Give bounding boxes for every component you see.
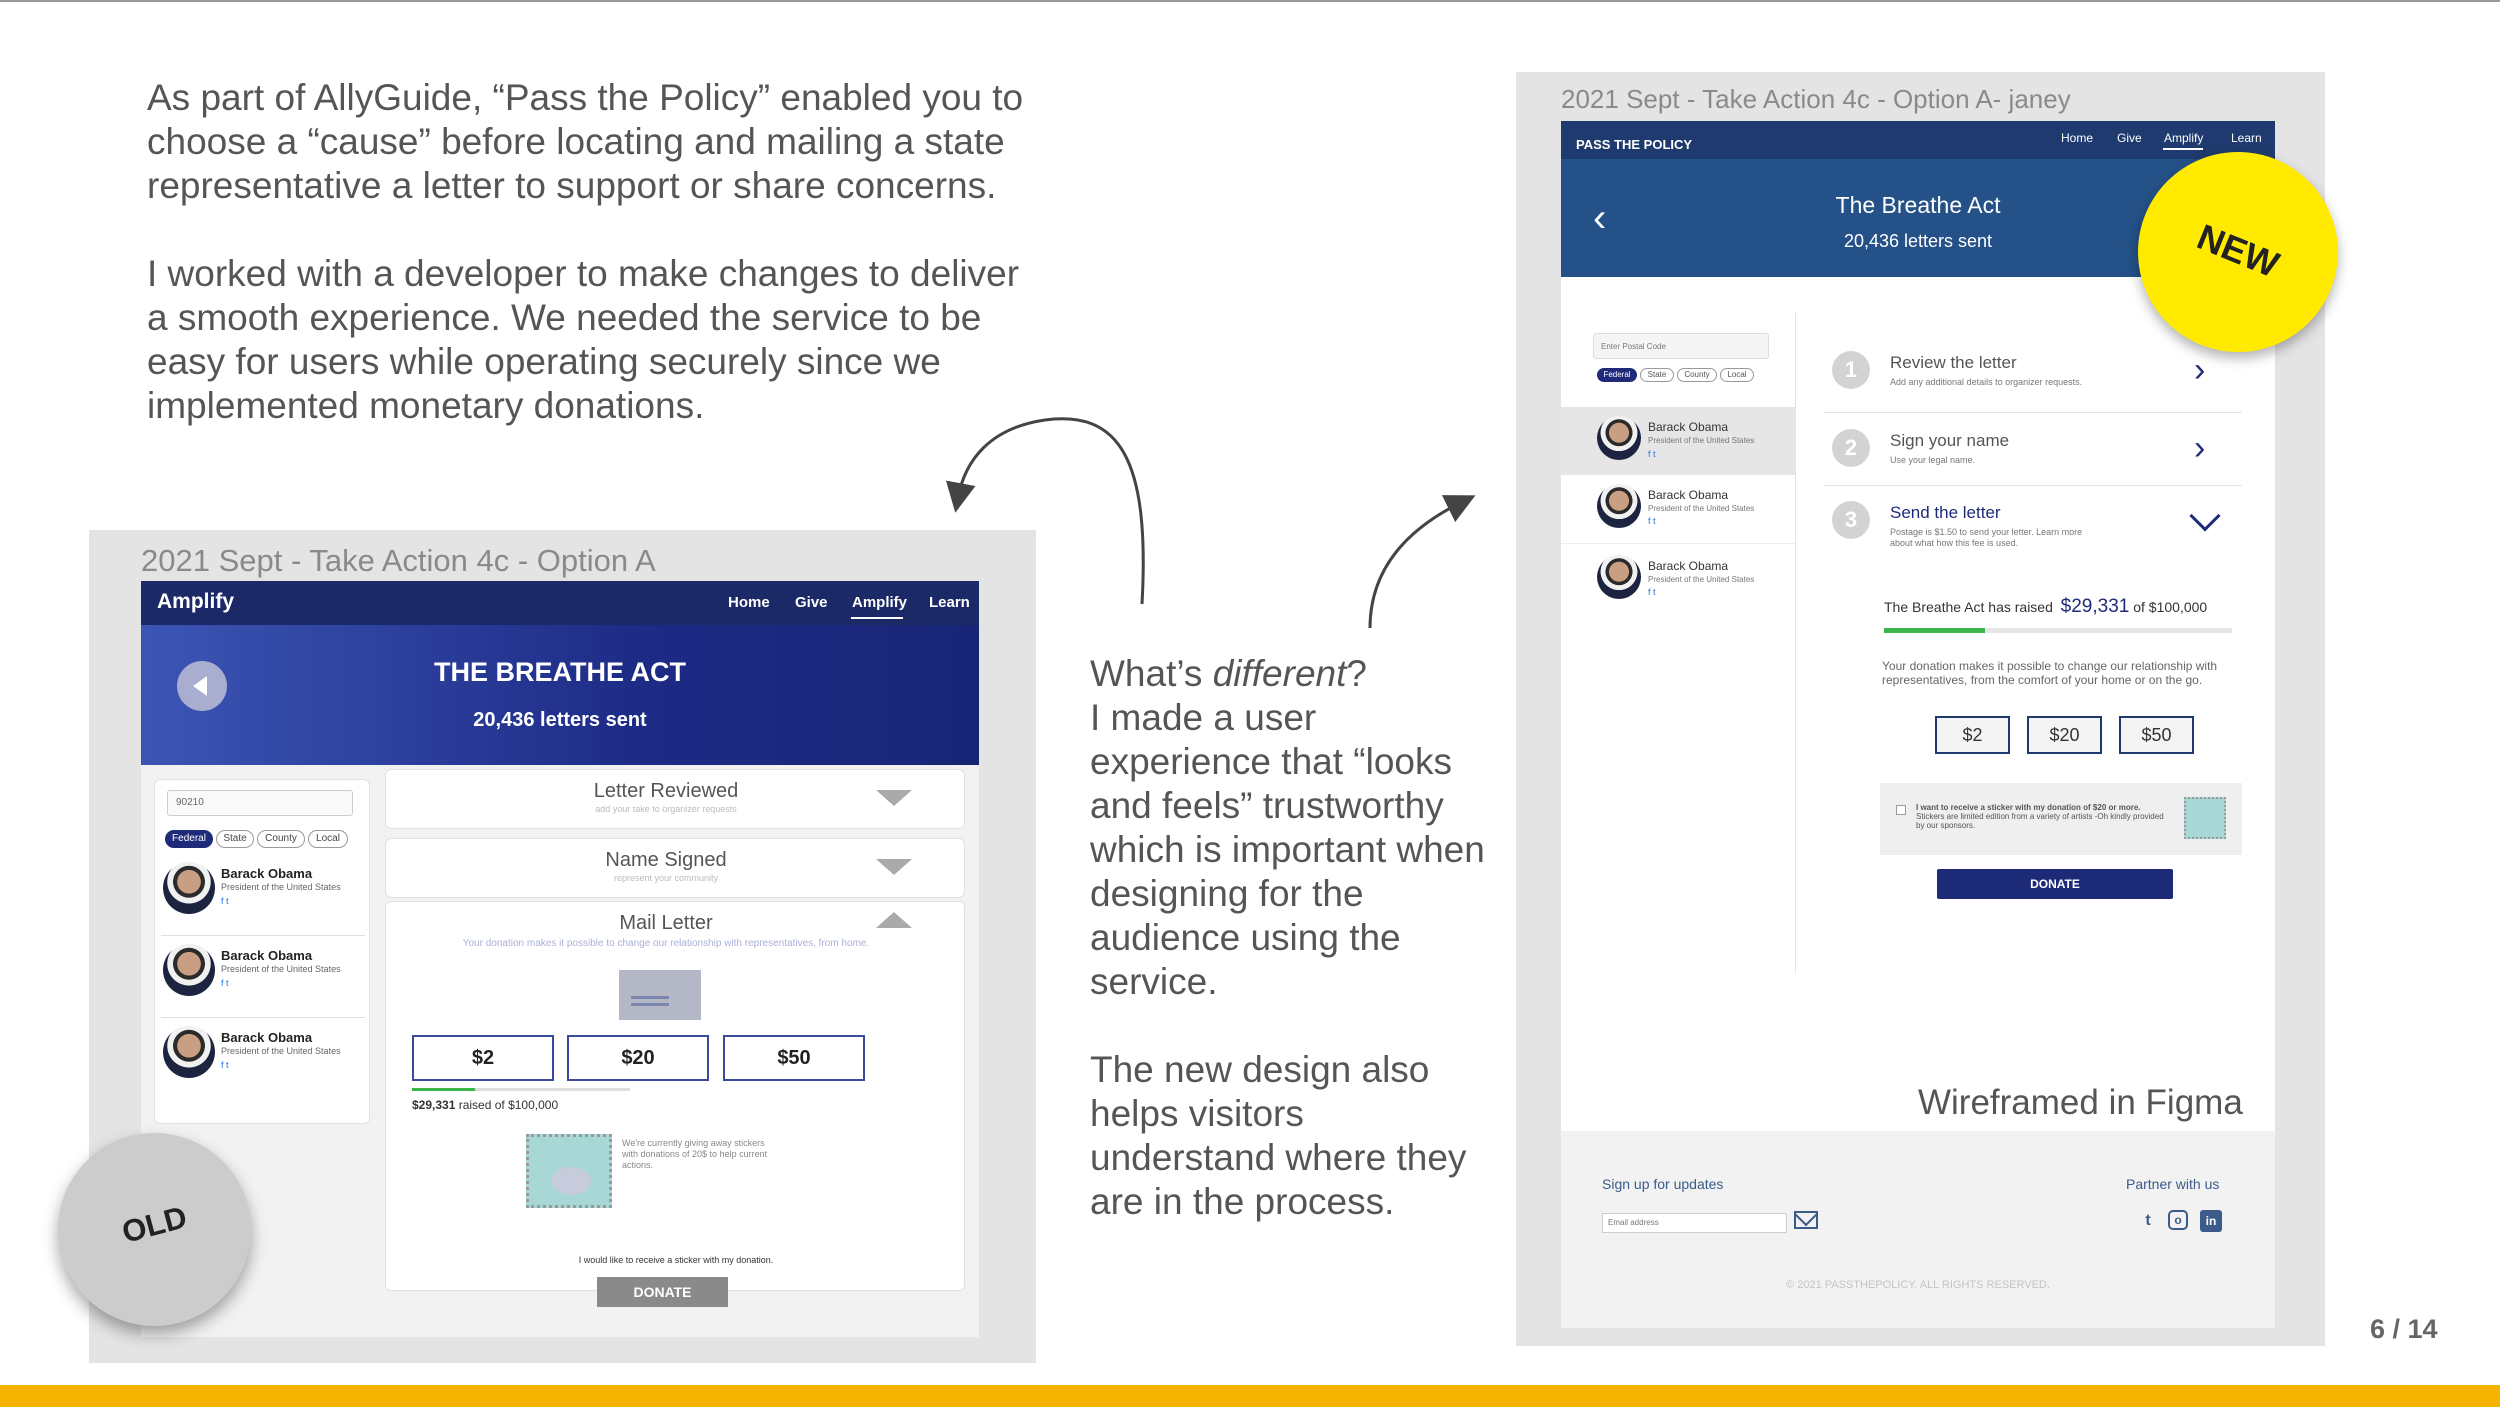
step-title: Sign your name: [1890, 431, 2010, 450]
page-number: 6 / 14: [2370, 1314, 2438, 1344]
new-rep-item[interactable]: [1561, 549, 1795, 617]
whale-shape: [551, 1167, 591, 1195]
chevron-down-icon[interactable]: [2189, 500, 2220, 531]
old-step-name-signed[interactable]: [385, 838, 965, 898]
social-icons: f t: [221, 896, 229, 906]
step-description: Use your legal name.: [1890, 455, 1976, 465]
step-number: 1: [1832, 351, 1870, 389]
new-raised-suffix: of $100,000: [2133, 599, 2208, 615]
footer-copyright: © 2021 PASSTHEPOLICY. ALL RIGHTS RESERVED.: [1786, 1279, 2050, 1291]
sticker-text-bold: I want to receive a sticker with my donation of $20 or more.: [1916, 803, 2141, 812]
avatar: [163, 944, 215, 996]
mail-icon[interactable]: [1794, 1211, 1818, 1229]
new-rep-item[interactable]: [1561, 407, 1795, 475]
rep-title: President of the United States: [1648, 575, 1755, 584]
old-filter-county[interactable]: County: [257, 830, 305, 848]
footer-email-input[interactable]: Email address: [1602, 1213, 1787, 1233]
old-nav-home[interactable]: Home: [728, 594, 770, 611]
rep-name: Barack Obama: [1648, 559, 1729, 573]
letter-line: [631, 1003, 669, 1006]
twitter-icon[interactable]: t: [2145, 1212, 2151, 1229]
divider: [1561, 543, 1795, 544]
new-rep-item[interactable]: [1561, 478, 1795, 546]
chevron-down-icon[interactable]: [876, 790, 912, 806]
old-step-title: Name Signed: [605, 849, 727, 871]
letter-image: [619, 970, 701, 1020]
old-step-letter-reviewed[interactable]: [385, 769, 965, 829]
old-filter-federal[interactable]: Federal: [165, 830, 213, 848]
new-progress-fill: [1884, 628, 1985, 633]
new-filter-county[interactable]: County: [1677, 368, 1717, 382]
new-amount-2[interactable]: $2: [1935, 716, 2010, 754]
rep-name: Barack Obama: [1648, 420, 1729, 434]
old-nav-learn[interactable]: Learn: [929, 594, 970, 611]
new-raised-prefix: The Breathe Act has raised: [1884, 599, 2053, 615]
new-amount-50[interactable]: $50: [2119, 716, 2194, 754]
new-nav-bar: [1561, 121, 2275, 159]
top-rule: [0, 0, 2500, 2]
old-amount-2[interactable]: $2: [412, 1035, 554, 1081]
old-rep-item[interactable]: [161, 860, 365, 930]
chevron-right-icon[interactable]: ›: [2194, 351, 2206, 389]
step-review-letter[interactable]: [1824, 341, 2242, 401]
rep-title: President of the United States: [221, 964, 341, 974]
sticker-checkbox[interactable]: [1896, 805, 1906, 815]
intro-text: [147, 76, 1047, 472]
old-badge-label: OLD: [118, 1199, 191, 1250]
social-icons: f t: [221, 978, 229, 988]
instagram-icon[interactable]: o: [2168, 1210, 2188, 1230]
step-sign-name[interactable]: [1824, 419, 2242, 479]
rep-title: President of the United States: [1648, 504, 1755, 513]
old-nav-amplify[interactable]: Amplify: [852, 594, 908, 611]
new-hero-title: The Breathe Act: [1835, 192, 2001, 218]
new-nav-active-indicator: [2163, 148, 2203, 150]
footer-signup-label: Sign up for updates: [1602, 1176, 1724, 1192]
difference-text: [1090, 652, 1490, 1268]
old-donation-copy: Your donation makes it possible to change our relationship with representatives, from home.: [462, 938, 870, 949]
old-hero-subtitle: 20,436 letters sent: [473, 709, 647, 731]
avatar: [1597, 416, 1641, 460]
intro-paragraph-2: I worked with a developer to make changes to deliver a smooth experience. We needed the service to be easy for users while operating securely since we implemented monetary donations.: [147, 253, 1020, 426]
old-filter-local[interactable]: Local: [308, 830, 348, 848]
new-raised-amount: $29,331: [2060, 596, 2130, 617]
avatar: [163, 1026, 215, 1078]
social-icons: f t: [1648, 449, 1656, 459]
divider: [161, 1017, 365, 1018]
old-step-subtitle: represent your community: [613, 873, 719, 883]
old-donate-button[interactable]: DONATE: [597, 1277, 728, 1307]
letter-line: [631, 996, 669, 999]
step-number: 2: [1832, 429, 1870, 467]
new-filter-federal[interactable]: Federal: [1597, 368, 1637, 382]
avatar: [163, 862, 215, 914]
difference-body-1: I made a user experience that “looks and feels” trustworthy which is important when designing for the audience using the service.: [1090, 697, 1485, 1002]
avatar: [1597, 484, 1641, 528]
old-filter-state[interactable]: State: [216, 830, 254, 848]
new-nav-learn[interactable]: Learn: [2231, 131, 2262, 145]
step-title: Review the letter: [1890, 353, 2017, 372]
step-description: Add any additional details to organizer requests.: [1890, 377, 2083, 387]
arrow-to-new: [1370, 502, 1462, 628]
difference-question-suffix: ?: [1346, 653, 1367, 694]
bottom-accent-bar: [0, 1385, 2500, 1407]
new-design-caption: 2021 Sept - Take Action 4c - Option A- janey: [1561, 84, 2071, 114]
divider: [1824, 485, 2242, 486]
new-postal-input[interactable]: Enter Postal Code: [1593, 333, 1769, 359]
old-nav-give[interactable]: Give: [795, 594, 828, 611]
old-step-title: Letter Reviewed: [593, 780, 739, 802]
new-amount-20[interactable]: $20: [2027, 716, 2102, 754]
new-hero-subtitle: 20,436 letters sent: [1843, 231, 1993, 251]
step-send-letter[interactable]: [1824, 491, 2242, 557]
avatar: [1597, 555, 1641, 599]
new-donation-copy: Your donation makes it possible to change our relationship with representatives, from the comfort of your home or on the go.: [1882, 659, 2218, 687]
old-raised-suffix: raised of $100,000: [455, 1098, 559, 1112]
social-icons: f t: [1648, 587, 1656, 597]
step-description: Postage is $1.50 to send your letter. Learn more about what how this fee is used.: [1890, 527, 2083, 548]
rep-title: President of the United States: [221, 882, 341, 892]
sticker-text: [1916, 803, 2171, 830]
new-nav-amplify[interactable]: Amplify: [2164, 131, 2204, 145]
difference-paragraph-2: The new design also helps visitors understand where they are in the process.: [1090, 1049, 1467, 1222]
new-raised-text: [1884, 596, 2207, 618]
old-step-subtitle: add your take to organizer requests: [595, 804, 737, 814]
old-nav-active-indicator: [851, 617, 903, 619]
new-brand[interactable]: PASS THE POLICY: [1576, 137, 1693, 152]
step-title: Send the letter: [1890, 503, 2001, 522]
rep-name: Barack Obama: [1648, 488, 1729, 502]
rep-name: Barack Obama: [221, 1030, 313, 1045]
old-postal-input[interactable]: 90210: [167, 790, 353, 816]
new-badge: [2138, 152, 2338, 352]
new-progress-bar: [1884, 628, 2232, 633]
step-number: 3: [1832, 501, 1870, 539]
rep-name: Barack Obama: [221, 866, 313, 881]
old-badge: [58, 1133, 251, 1326]
rep-title: President of the United States: [1648, 436, 1755, 445]
chevron-down-icon[interactable]: [876, 859, 912, 875]
old-brand[interactable]: Amplify: [157, 590, 235, 613]
old-hero-title: THE BREATHE ACT: [434, 657, 686, 687]
intro-paragraph-1: As part of AllyGuide, “Pass the Policy” enabled you to choose a “cause” before locating and mailing a state representative a letter to support or share concerns.: [147, 77, 1024, 206]
old-step-mail-letter: [385, 901, 965, 1300]
sticker-text-body: Stickers are limited edition from a variety of artists -Oh kindly provided by our sponsors.: [1916, 812, 2164, 830]
old-rep-item[interactable]: [161, 942, 365, 1012]
footer-partner-label: Partner with us: [2126, 1176, 2220, 1192]
sticker-image: [526, 1134, 612, 1208]
new-sticker-option: [1880, 783, 2242, 855]
old-sticker-note: We're currently giving away stickers with donations of 20$ to help current actions.: [622, 1138, 768, 1170]
new-donate-button[interactable]: DONATE: [1937, 869, 2173, 899]
new-footer: [1561, 1131, 2275, 1328]
new-filter-state[interactable]: State: [1640, 368, 1674, 382]
old-design-screen: [141, 581, 979, 1337]
divider: [1824, 412, 2242, 413]
rep-name: Barack Obama: [221, 948, 313, 963]
new-nav-home[interactable]: Home: [2061, 131, 2094, 145]
new-badge-label: NEW: [2191, 215, 2285, 286]
old-rep-item[interactable]: [161, 1024, 365, 1094]
old-progress-fill: [412, 1088, 475, 1091]
difference-paragraph-1: [1090, 652, 1490, 1004]
new-nav-give[interactable]: Give: [2117, 131, 2142, 145]
old-raised-text: [412, 1098, 558, 1112]
old-progress-bar: [412, 1088, 630, 1091]
difference-question-prefix: What’s: [1090, 653, 1213, 694]
old-raised-amount: $29,331: [412, 1098, 456, 1112]
difference-question-emphasis: different: [1212, 653, 1347, 694]
chevron-right-icon[interactable]: ›: [2194, 429, 2206, 467]
sticker-image: [2184, 797, 2226, 839]
linkedin-icon[interactable]: in: [2200, 1210, 2222, 1232]
divider: [161, 935, 365, 936]
chevron-left-icon[interactable]: ‹: [1593, 196, 1607, 240]
old-amount-20[interactable]: $20: [567, 1035, 709, 1081]
old-sticker-checkbox-label[interactable]: I would like to receive a sticker with my donation.: [578, 1255, 774, 1265]
old-nav-bar: [141, 581, 979, 625]
old-design-caption: 2021 Sept - Take Action 4c - Option A: [141, 543, 656, 578]
social-icons: f t: [221, 1060, 229, 1070]
old-rep-sidebar: [154, 779, 370, 1124]
social-icons: f t: [1648, 516, 1656, 526]
chevron-up-icon[interactable]: [876, 912, 912, 928]
old-hero: [141, 625, 979, 765]
rep-title: President of the United States: [221, 1046, 341, 1056]
wireframed-note: Wireframed in Figma: [1918, 1083, 2243, 1122]
old-amount-50[interactable]: $50: [723, 1035, 865, 1081]
column-divider: [1795, 313, 1796, 973]
old-step-title: Mail Letter: [619, 912, 713, 934]
new-filter-local[interactable]: Local: [1720, 368, 1754, 382]
